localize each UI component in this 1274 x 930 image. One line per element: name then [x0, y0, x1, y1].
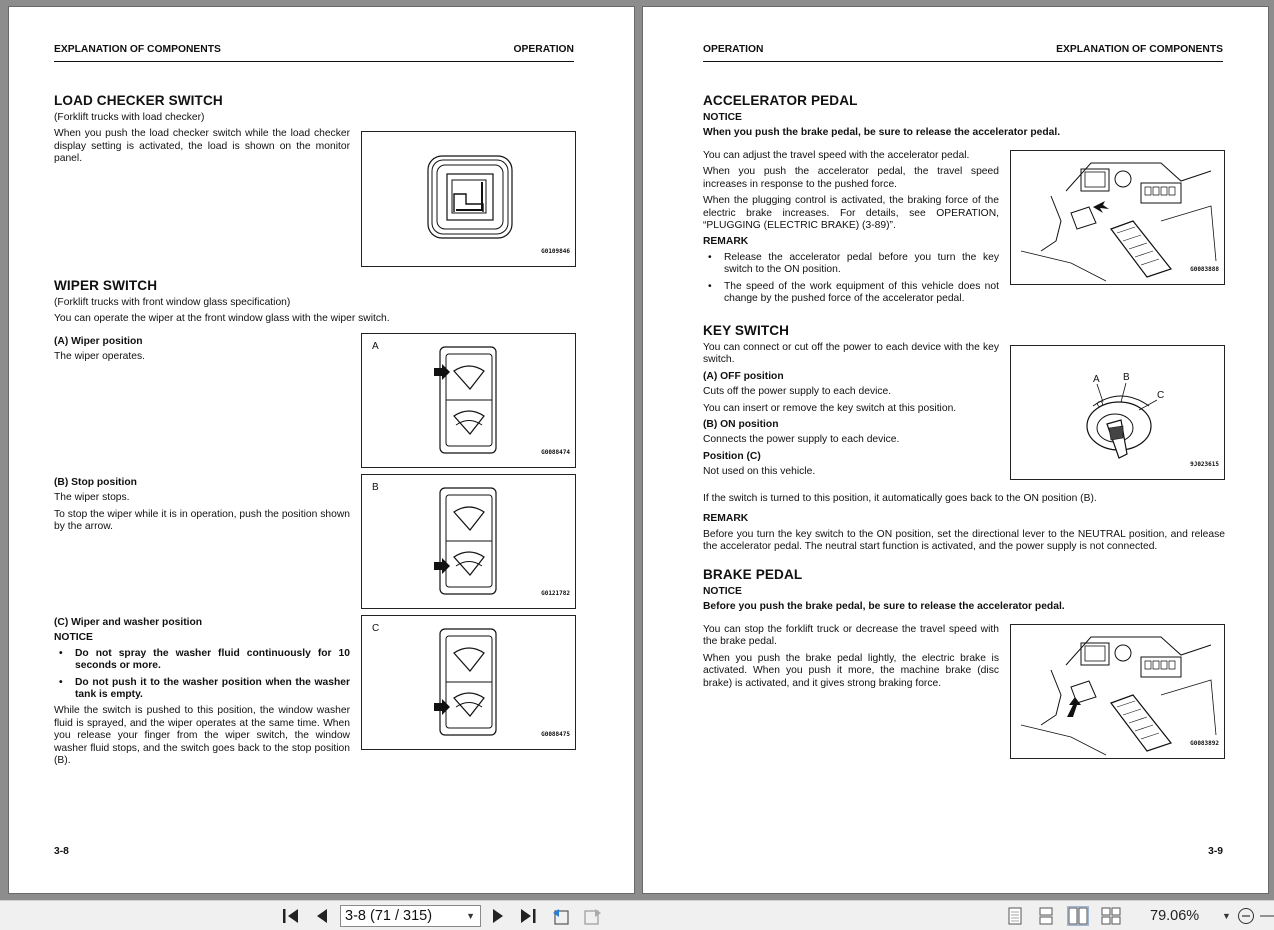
previous-page-button[interactable] [311, 906, 333, 926]
section-title: KEY SWITCH [703, 323, 790, 338]
last-page-icon [519, 908, 537, 924]
notice-text: Before you push the brake pedal, be sure to release the accelerator pedal. [703, 601, 1065, 613]
section-subtitle: (Forklift trucks with front window glass specification) [54, 297, 291, 308]
first-page-icon [282, 908, 300, 924]
header-right: OPERATION [513, 44, 574, 55]
zoom-out-button[interactable] [1235, 906, 1257, 926]
list-item: • Do not push it to the washer position when the washer tank is empty. [54, 677, 350, 702]
facing-pages-icon [1068, 907, 1088, 925]
next-view-icon [583, 907, 603, 925]
body-text: When you push the accelerator pedal, the travel speed increases in response to the pushed force. [703, 166, 999, 190]
figure-code: G0109846 [541, 247, 570, 255]
body-text: The wiper stops. [54, 492, 130, 504]
page-indicator: 3-8 (71 / 315) [345, 908, 433, 924]
brake-figure [1010, 624, 1225, 759]
body-text: To stop the wiper while it is in operation, push the position shown by the arrow. [54, 508, 350, 533]
page-number-field[interactable] [340, 905, 481, 927]
list-item: • Do not spray the washer fluid continuously for 10 seconds or more. [54, 648, 350, 673]
body-text: The wiper operates. [54, 351, 146, 363]
section-title: LOAD CHECKER SWITCH [54, 93, 223, 108]
facing-continuous-icon [1101, 907, 1121, 925]
wiper-position-a [54, 333, 350, 368]
last-page-button[interactable] [517, 906, 539, 926]
brake-pedal-section [703, 567, 1225, 618]
wiper-switch-section [54, 278, 576, 330]
body-text: When the plugging control is activated, the braking force of the electric brake increases. For details, see OPERATION, “PLUGGING (ELECTRIC BRAKE) (3-89)”. [703, 195, 999, 232]
wiper-position-b [54, 474, 350, 538]
page-right [642, 6, 1269, 894]
section-subtitle: (Forklift trucks with load checker) [54, 112, 205, 123]
key-label-c: C [1157, 390, 1165, 401]
body-text: When you push the brake pedal lightly, the electric brake is activated. When you push it more, the machine brake (disc brake) is activated, and it gives strong braking force. [703, 652, 999, 689]
figure-code: G0083888 [1190, 265, 1219, 273]
previous-view-button[interactable] [550, 906, 572, 926]
page-number: 3-9 [1208, 845, 1223, 857]
page-header [54, 44, 574, 62]
accelerator-body [703, 150, 999, 309]
subheading: Position (C) [703, 450, 761, 462]
remark-label: REMARK [703, 513, 749, 525]
next-page-icon [491, 908, 505, 924]
section-title: ACCELERATOR PEDAL [703, 93, 858, 108]
subheading: (B) ON position [703, 419, 779, 431]
remark-label: REMARK [703, 236, 749, 248]
remark-text: Before you turn the key switch to the ON position, set the directional lever to the NEUTRAL position, and release the accelerator pedal. The neutral start function is activated, and the power supply is not connected. [703, 528, 1225, 553]
body-text: If the switch is turned to this position, it automatically goes back to the ON position (B). [703, 493, 1097, 504]
continuous-view-button[interactable] [1035, 906, 1057, 926]
figure-label: A [372, 341, 379, 352]
viewer-toolbar [0, 900, 1274, 930]
list-item: • The speed of the work equipment of this vehicle does not change by the pushed force of the accelerator pedal. [703, 281, 999, 306]
figure-label: C [372, 623, 380, 634]
list-item: • Release the accelerator pedal before you turn the key switch to the ON position. [703, 252, 999, 277]
notice-text: When you push the brake pedal, be sure to release the accelerator pedal. [703, 127, 1061, 139]
figure-code: 9J023615 [1190, 460, 1219, 468]
section-body: When you push the load checker switch while the load checker display setting is activated, the load is shown on the monitor panel. [54, 128, 350, 165]
single-page-icon [1008, 907, 1022, 925]
section-title: BRAKE PEDAL [703, 567, 803, 582]
load-checker-section [54, 93, 350, 170]
next-view-button[interactable] [582, 906, 604, 926]
body-text: While the switch is pushed to this position, the window washer fluid is sprayed, and the wiper operates at the same time. When you release your finger from the wiper switch, the window washer fluid stops, and the switch goes back to the stop position (B). [54, 705, 350, 767]
figure-code: G0121782 [541, 589, 570, 597]
single-page-view-button[interactable] [1004, 906, 1026, 926]
body-text: Connects the power supply to each device. [703, 434, 900, 446]
accelerator-pedal-section [703, 93, 1225, 144]
page-number: 3-8 [54, 845, 69, 857]
page-header [703, 44, 1223, 62]
subheading: (C) Wiper and washer position [54, 617, 203, 628]
header-left: EXPLANATION OF COMPONENTS [54, 44, 221, 55]
facing-continuous-view-button[interactable] [1100, 906, 1122, 926]
wiper-position-c [54, 614, 350, 771]
load-checker-figure [361, 131, 576, 267]
notice-label: NOTICE [54, 632, 93, 644]
key-switch-figure [1010, 345, 1225, 480]
figure-code: G0083892 [1190, 739, 1219, 747]
next-page-button[interactable] [487, 906, 509, 926]
notice-list [54, 648, 350, 702]
continuous-page-icon [1039, 907, 1053, 925]
zoom-slider[interactable] [1256, 906, 1274, 926]
zoom-slider-track [1256, 907, 1274, 925]
key-switch-section [703, 323, 999, 483]
key-switch-footer [703, 493, 1225, 558]
zoom-level[interactable]: 79.06% [1150, 908, 1200, 924]
wiper-figure-b [361, 474, 576, 609]
chevron-down-icon[interactable]: ▼ [466, 911, 475, 921]
section-title: WIPER SWITCH [54, 278, 158, 293]
figure-code: G0088475 [541, 730, 570, 738]
zoom-out-icon [1237, 907, 1255, 925]
subheading: (A) Wiper position [54, 336, 143, 347]
first-page-button[interactable] [280, 906, 302, 926]
body-text: You can stop the forklift truck or decrease the travel speed with the brake pedal. [703, 624, 999, 648]
wiper-figure-c [361, 615, 576, 750]
section-intro: You can operate the wiper at the front window glass with the wiper switch. [54, 313, 390, 325]
subheading: (A) OFF position [703, 370, 784, 382]
subheading: (B) Stop position [54, 477, 137, 488]
wiper-figure-a [361, 333, 576, 468]
previous-page-icon [315, 908, 329, 924]
accelerator-figure [1010, 150, 1225, 285]
header-left: OPERATION [703, 44, 764, 55]
zoom-dropdown-icon[interactable]: ▼ [1222, 911, 1231, 921]
body-text: Cuts off the power supply to each device. [703, 386, 892, 398]
figure-label: B [372, 482, 379, 493]
previous-view-icon [551, 907, 571, 925]
page-left [8, 6, 635, 894]
body-text: You can adjust the travel speed with the accelerator pedal. [703, 150, 970, 161]
body-text: Not used on this vehicle. [703, 466, 816, 478]
key-label-a: A [1093, 374, 1100, 385]
section-intro: You can connect or cut off the power to each device with the key switch. [703, 342, 999, 366]
key-label-b: B [1123, 372, 1130, 383]
figure-code: G0088474 [541, 448, 570, 456]
body-text: You can insert or remove the key switch at this position. [703, 402, 957, 414]
remark-list [703, 252, 999, 306]
facing-pages-view-button[interactable] [1067, 906, 1089, 926]
notice-label: NOTICE [703, 112, 742, 123]
brake-body [703, 624, 999, 694]
notice-label: NOTICE [703, 586, 742, 597]
header-right: EXPLANATION OF COMPONENTS [1056, 44, 1223, 55]
